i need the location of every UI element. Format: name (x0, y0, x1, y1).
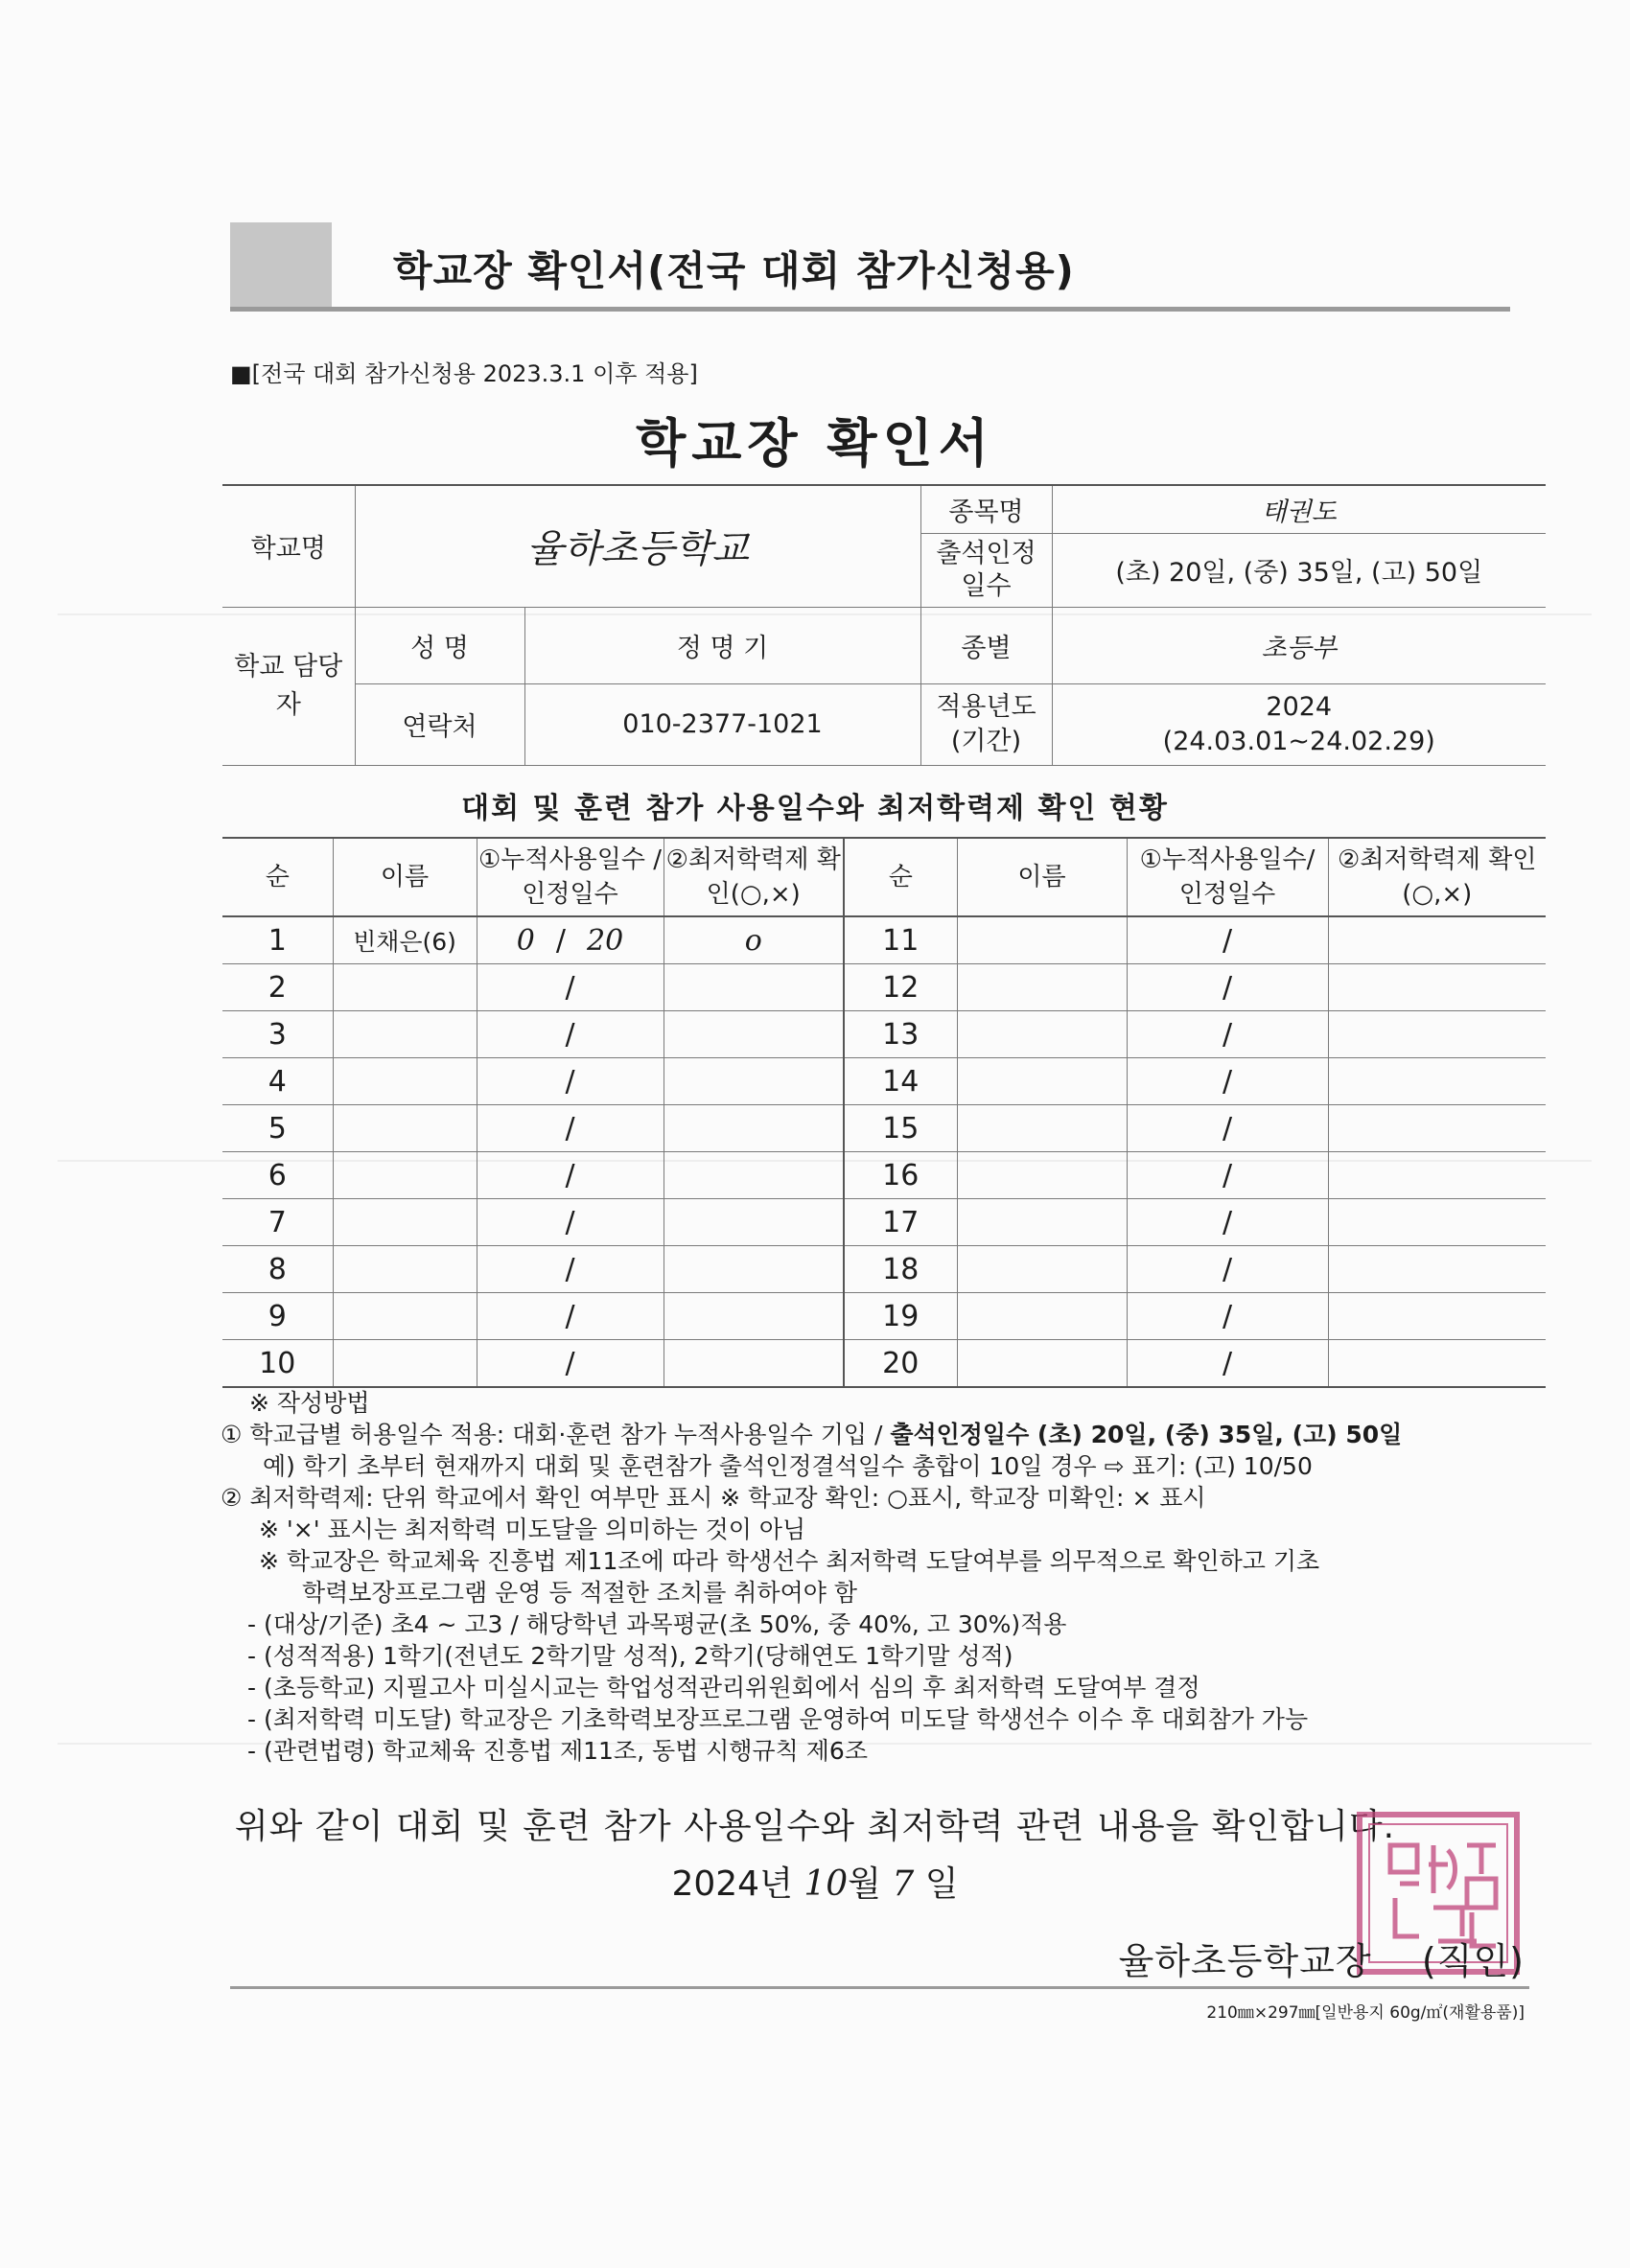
academic-check (1328, 1246, 1546, 1293)
seal-label: (직인) (1421, 1940, 1525, 1982)
instructions (221, 1387, 1563, 1767)
days-cell (477, 1105, 664, 1152)
days-slash: / (1222, 1299, 1233, 1333)
student-name (333, 1246, 477, 1293)
academic-check (1328, 1105, 1546, 1152)
signature-rule (230, 1986, 1529, 1989)
days-cell (477, 1293, 664, 1340)
academic-check (664, 1199, 844, 1246)
days-slash: / (1222, 1252, 1233, 1286)
header-rule (230, 307, 1510, 312)
year-value: 2024 (1266, 691, 1333, 722)
student-name (333, 1058, 477, 1105)
signature-line (1119, 1932, 1525, 1984)
days-cell (477, 1340, 664, 1388)
days-slash: / (565, 1158, 575, 1192)
row-number: 8 (222, 1246, 333, 1293)
row-number: 17 (844, 1199, 957, 1246)
paper-spec: 210㎜×297㎜[일반용지 60g/㎡(재활용품)] (1206, 2003, 1525, 2023)
days-slash: / (1222, 1205, 1233, 1239)
col-no: 순 (844, 838, 957, 916)
days-slash: / (555, 923, 566, 958)
roster-row (222, 1340, 1546, 1388)
row-number: 5 (222, 1105, 333, 1152)
academic-check (1328, 916, 1546, 964)
academic-check (664, 1011, 844, 1058)
row-number: 20 (844, 1340, 957, 1388)
used-days: 0 (516, 923, 535, 958)
row-number: 6 (222, 1152, 333, 1199)
academic-check (664, 964, 844, 1011)
days-cell (1127, 1058, 1328, 1105)
page-title: 학교장 확인서 (636, 413, 994, 474)
student-name (957, 1340, 1127, 1388)
academic-check (1328, 1152, 1546, 1199)
days-slash: / (565, 1017, 575, 1052)
col-name: 이름 (333, 838, 477, 916)
student-name (957, 1199, 1127, 1246)
days-cell (477, 1011, 664, 1058)
school-name-label: 학교명 (222, 485, 355, 607)
days-cell (1127, 916, 1328, 964)
row-number: 18 (844, 1246, 957, 1293)
days-cell (477, 1246, 664, 1293)
days-cell (477, 964, 664, 1011)
date-day-unit: 일 (924, 1864, 959, 1904)
instruction-line: - (대상/기준) 초4 ~ 고3 / 해당학년 과목평균(초 50%, 중 40%, 고 30%)적용 (247, 1610, 1067, 1638)
roster-row (222, 1152, 1546, 1199)
instruction-line: - (관련법령) 학교체육 진흥법 제11조, 동법 시행규칙 제6조 (247, 1737, 868, 1765)
contact-value: 010-2377-1021 (524, 683, 920, 765)
manager-name-value: 정 명 기 (524, 607, 920, 683)
instruction-line: 학력보장프로그램 운영 등 적절한 조치를 취하여야 함 (302, 1579, 857, 1607)
student-name (957, 1152, 1127, 1199)
days-slash: / (565, 1205, 575, 1239)
academic-check (1328, 1293, 1546, 1340)
instruction-line: ※ 학교장은 학교체육 진흥법 제11조에 따라 학생선수 최저학력 도달여부를 의무적으로 확인하고 기초 (259, 1547, 1320, 1575)
student-name (333, 1199, 477, 1246)
applicability-note: ■[전국 대회 참가신청용 2023.3.1 이후 적용] (230, 360, 698, 387)
roster-row (222, 1199, 1546, 1246)
school-info-table (222, 484, 1546, 766)
days-slash: / (565, 1064, 575, 1099)
academic-check (664, 1105, 844, 1152)
academic-check (664, 1340, 844, 1388)
days-slash: / (565, 1111, 575, 1146)
days-slash: / (565, 970, 575, 1005)
row-number: 9 (222, 1293, 333, 1340)
date-month: 10 (803, 1864, 849, 1904)
row-number: 4 (222, 1058, 333, 1105)
instruction-line: - (성적적용) 1학기(전년도 2학기말 성적), 2학기(당해연도 1학기말 성적) (247, 1642, 1013, 1670)
days-cell (477, 1199, 664, 1246)
days-slash: / (1222, 1064, 1233, 1099)
student-name (333, 1293, 477, 1340)
instruction-bold: 출석인정일수 (초) 20일, (중) 35일, (고) 50일 (890, 1421, 1403, 1448)
date-month-unit: 월 (848, 1864, 881, 1904)
days-cell (1127, 1340, 1328, 1388)
days-cell (477, 1152, 664, 1199)
days-cell (1127, 1152, 1328, 1199)
sport-value: 태권도 (1052, 485, 1546, 533)
student-name (333, 1152, 477, 1199)
days-cell (1127, 964, 1328, 1011)
student-name (957, 1293, 1127, 1340)
academic-check: o (664, 916, 844, 964)
student-name (333, 1340, 477, 1388)
allowed-days: 20 (587, 923, 624, 958)
instruction-line: 예) 학기 초부터 현재까지 대회 및 훈련참가 출석인정결석일수 총합이 10일 경우 ⇨ 표기: (고) 10/50 (263, 1452, 1313, 1480)
student-name (333, 1011, 477, 1058)
student-name (957, 1058, 1127, 1105)
student-name (333, 964, 477, 1011)
days-slash: / (565, 1252, 575, 1286)
attend-days-value: (초) 20일, (중) 35일, (고) 50일 (1052, 533, 1546, 607)
date-year-unit: 년 (759, 1864, 793, 1904)
instruction-line: ※ '×' 표시는 최저학력 미도달을 의미하는 것이 아님 (259, 1516, 806, 1543)
row-number: 2 (222, 964, 333, 1011)
division-label: 종별 (920, 607, 1052, 683)
student-name (957, 964, 1127, 1011)
contact-label: 연락처 (355, 683, 524, 765)
principal-name: 율하초등학교장 (1118, 1940, 1372, 1982)
row-number: 3 (222, 1011, 333, 1058)
header-title: 학교장 확인서(전국 대회 참가신청용) (393, 247, 1075, 294)
days-slash: / (1222, 923, 1233, 958)
section-title: 대회 및 훈련 참가 사용일수와 최저학력제 확인 현황 (461, 792, 1169, 825)
days-slash: / (565, 1299, 575, 1333)
row-number: 16 (844, 1152, 957, 1199)
row-number: 19 (844, 1293, 957, 1340)
student-name (957, 916, 1127, 964)
col-check: ②최저학력제 확인(○,×) (664, 838, 844, 916)
year-label: 적용년도 (기간) (920, 683, 1052, 765)
days-slash: / (1222, 1346, 1233, 1380)
student-name: 빈채은(6) (333, 916, 477, 964)
days-cell (1127, 1199, 1328, 1246)
days-cell (477, 916, 664, 964)
roster-row (222, 1293, 1546, 1340)
row-number: 11 (844, 916, 957, 964)
days-cell (477, 1058, 664, 1105)
academic-check (1328, 1011, 1546, 1058)
row-number: 7 (222, 1199, 333, 1246)
division-value: 초등부 (1052, 607, 1546, 683)
academic-check (1328, 1199, 1546, 1246)
days-slash: / (1222, 1017, 1233, 1052)
instructions-heading: ※ 작성방법 (249, 1389, 370, 1417)
academic-check (1328, 1058, 1546, 1105)
academic-check (664, 1246, 844, 1293)
student-name (957, 1105, 1127, 1152)
sport-label: 종목명 (920, 485, 1052, 533)
roster-row (222, 1246, 1546, 1293)
roster-row (222, 1058, 1546, 1105)
manager-name-label: 성 명 (355, 607, 524, 683)
date-year: 2024 (671, 1864, 760, 1904)
roster-row (222, 916, 1546, 964)
roster-body (222, 916, 1546, 1387)
row-number: 15 (844, 1105, 957, 1152)
roster-table (222, 837, 1546, 1388)
student-name (333, 1105, 477, 1152)
col-no: 순 (222, 838, 333, 916)
days-slash: / (1222, 970, 1233, 1005)
col-name: 이름 (957, 838, 1127, 916)
col-days: ①누적사용일수 /인정일수 (477, 838, 664, 916)
student-name (957, 1246, 1127, 1293)
academic-check (664, 1152, 844, 1199)
header-bar (230, 222, 1510, 309)
confirmation-statement: 위와 같이 대회 및 훈련 참가 사용일수와 최저학력 관련 내용을 확인합니다. (234, 1807, 1396, 1846)
days-slash: / (1222, 1111, 1233, 1146)
roster-row (222, 1105, 1546, 1152)
academic-check (1328, 964, 1546, 1011)
days-cell (1127, 1105, 1328, 1152)
days-slash: / (565, 1346, 575, 1380)
col-check: ②최저학력제 확인(○,×) (1328, 838, 1546, 916)
days-cell (1127, 1293, 1328, 1340)
row-number: 13 (844, 1011, 957, 1058)
instruction-text: ① 학교급별 허용일수 적용: 대회·훈련 참가 누적사용일수 기입 / (221, 1421, 891, 1448)
row-number: 1 (222, 916, 333, 964)
col-days: ①누적사용일수/ 인정일수 (1127, 838, 1328, 916)
instruction-line: ② 최저학력제: 단위 학교에서 확인 여부만 표시 ※ 학교장 확인: ○표시, 학교장 미확인: × 표시 (221, 1484, 1206, 1512)
row-number: 12 (844, 964, 957, 1011)
academic-check (1328, 1340, 1546, 1388)
year-period: (24.03.01~24.02.29) (1162, 726, 1435, 756)
instruction-line: - (최저학력 미도달) 학교장은 기초학력보장프로그램 운영하여 미도달 학생선수 이수 후 대회참가 가능 (247, 1705, 1309, 1733)
days-cell (1127, 1246, 1328, 1293)
student-name (957, 1011, 1127, 1058)
days-slash: / (1222, 1158, 1233, 1192)
attend-days-label: 출석인정 일수 (920, 533, 1052, 607)
instruction-line: - (초등학교) 지필고사 미실시교는 학업성적관리위원회에서 심의 후 최저학력 도달여부 결정 (247, 1674, 1200, 1701)
school-name-value: 율하초등학교 (355, 485, 920, 607)
instruction-line (221, 1419, 1563, 1450)
academic-check (664, 1058, 844, 1105)
roster-row (222, 964, 1546, 1011)
date-day: 7 (892, 1864, 915, 1904)
row-number: 14 (844, 1058, 957, 1105)
roster-header-row (222, 838, 1546, 916)
academic-check (664, 1293, 844, 1340)
year-cell (1052, 683, 1546, 765)
manager-label: 학교 담당자 (222, 607, 355, 765)
row-number: 10 (222, 1340, 333, 1388)
days-cell (1127, 1011, 1328, 1058)
roster-row (222, 1011, 1546, 1058)
header-gray-box (230, 222, 332, 309)
